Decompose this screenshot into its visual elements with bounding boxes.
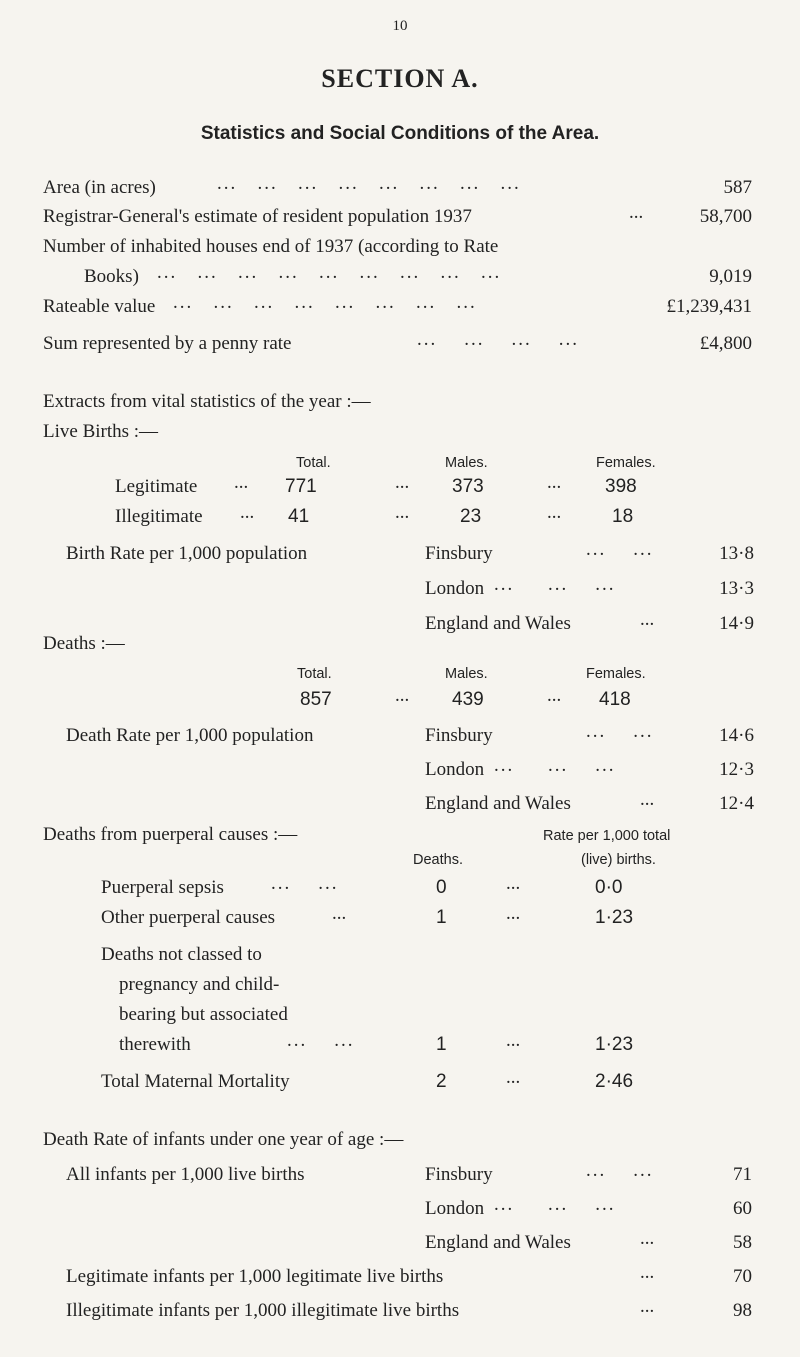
other-causes-deaths: 1 — [436, 907, 447, 928]
birth-rate-finsbury-label: Finsbury — [425, 543, 493, 564]
col-header-deaths: Deaths. — [413, 852, 463, 868]
page-number: 10 — [392, 18, 408, 34]
leader-dots: ... ... ... — [494, 1194, 616, 1215]
leader-dots: ... ... ... — [494, 574, 616, 595]
sepsis-deaths: 0 — [436, 877, 447, 898]
col-header-total: Total. — [297, 666, 332, 682]
penny-rate-value: £4,800 — [699, 333, 752, 354]
illegitimate-males: 23 — [460, 506, 482, 527]
col-header-rate-cont: (live) births. — [581, 852, 656, 868]
death-rate-label: Death Rate per 1,000 population — [66, 725, 314, 746]
legit-infants-value: 70 — [733, 1266, 752, 1287]
live-births-heading: Live Births :— — [43, 421, 159, 442]
leader-dots: ... ... — [287, 1030, 355, 1051]
leader-dots: ... — [506, 873, 521, 894]
houses-label: Number of inhabited houses end of 1937 (according to Rate — [43, 236, 499, 257]
sepsis-rate: 0·0 — [595, 877, 623, 898]
col-header-females: Females. — [596, 455, 656, 471]
population-label: Registrar-General's estimate of resident population 1937 — [43, 206, 472, 227]
leader-dots: ... — [395, 502, 410, 523]
population-value: 58,700 — [699, 206, 752, 227]
leader-dots: ... ... ... ... ... ... ... ... — [173, 292, 477, 313]
death-rate-ew-label: England and Wales — [425, 793, 571, 814]
birth-rate-ew-value: 14·9 — [719, 613, 754, 634]
leader-dots: ... — [640, 1228, 655, 1249]
houses-value: 9,019 — [709, 266, 752, 287]
infant-ew-label: England and Wales — [425, 1232, 571, 1253]
illegit-infants-value: 98 — [733, 1300, 752, 1321]
deaths-males: 439 — [452, 689, 484, 710]
leader-dots: ... — [395, 472, 410, 493]
col-header-females: Females. — [586, 666, 646, 682]
leader-dots: ... — [640, 609, 655, 630]
infant-london-label: London — [425, 1198, 485, 1219]
leader-dots: ... — [395, 685, 410, 706]
death-rate-ew-value: 12·4 — [719, 793, 754, 814]
not-classed-label-1: Deaths not classed to — [101, 944, 262, 965]
leader-dots: ... — [547, 685, 562, 706]
birth-rate-london-label: London — [425, 578, 485, 599]
total-maternal-rate: 2·46 — [595, 1071, 634, 1092]
col-header-total: Total. — [296, 455, 331, 471]
section-title: SECTION A. — [321, 64, 479, 93]
leader-dots: ... — [547, 502, 562, 523]
leader-dots: ... — [640, 789, 655, 810]
infant-finsbury-label: Finsbury — [425, 1164, 493, 1185]
col-header-males: Males. — [445, 455, 488, 471]
leader-dots: ... ... — [586, 1160, 654, 1181]
other-causes-label: Other puerperal causes — [101, 907, 276, 928]
other-causes-rate: 1·23 — [595, 907, 634, 928]
birth-rate-ew-label: England and Wales — [425, 613, 571, 634]
illegitimate-total: 41 — [288, 506, 310, 527]
death-rate-london-value: 12·3 — [719, 759, 754, 780]
infant-london-value: 60 — [733, 1198, 752, 1219]
area-label: Area (in acres) — [43, 177, 156, 198]
leader-dots: ... — [234, 472, 249, 493]
illegitimate-females: 18 — [612, 506, 634, 527]
leader-dots: ... — [506, 903, 521, 924]
leader-dots: ... — [240, 502, 255, 523]
legitimate-total: 771 — [285, 476, 317, 497]
death-rate-finsbury-label: Finsbury — [425, 725, 493, 746]
rateable-value: £1,239,431 — [666, 296, 752, 317]
leader-dots: ... ... ... ... ... ... ... ... ... — [157, 262, 502, 283]
infant-finsbury-value: 71 — [733, 1164, 752, 1185]
leader-dots: ... ... ... — [494, 755, 616, 776]
legitimate-males: 373 — [452, 476, 484, 497]
page-subtitle: Statistics and Social Conditions of the Area. — [200, 123, 600, 144]
extracts-heading: Extracts from vital statistics of the year :— — [43, 391, 371, 412]
not-classed-label-3: bearing but associated — [119, 1004, 288, 1025]
puerperal-heading: Deaths from puerperal causes :— — [43, 824, 298, 845]
illegit-infants-label: Illegitimate infants per 1,000 illegitimate live births — [66, 1300, 460, 1321]
leader-dots: ... — [332, 903, 347, 924]
illegitimate-label: Illegitimate — [115, 506, 203, 527]
leader-dots: ... ... — [271, 873, 339, 894]
legitimate-females: 398 — [605, 476, 637, 497]
deaths-females: 418 — [599, 689, 631, 710]
leader-dots: ... — [640, 1262, 655, 1283]
death-rate-finsbury-value: 14·6 — [719, 725, 754, 746]
rateable-label: Rateable value — [43, 296, 156, 317]
leader-dots: ... — [629, 202, 644, 223]
area-value: 587 — [723, 177, 752, 198]
birth-rate-label: Birth Rate per 1,000 population — [66, 543, 308, 564]
penny-rate-label: Sum represented by a penny rate — [43, 333, 292, 354]
birth-rate-finsbury-value: 13·8 — [719, 543, 754, 564]
leader-dots: ... ... — [586, 721, 654, 742]
leader-dots: ... — [506, 1030, 521, 1051]
legit-infants-label: Legitimate infants per 1,000 legitimate live births — [66, 1266, 444, 1287]
deaths-total: 857 — [300, 689, 332, 710]
leader-dots: ... — [547, 472, 562, 493]
deaths-heading: Deaths :— — [43, 633, 125, 654]
col-header-males: Males. — [445, 666, 488, 682]
leader-dots: ... ... ... ... — [417, 329, 579, 350]
leader-dots: ... ... — [586, 539, 654, 560]
all-infants-label: All infants per 1,000 live births — [66, 1164, 305, 1185]
infant-ew-value: 58 — [733, 1232, 752, 1253]
sepsis-label: Puerperal sepsis — [101, 877, 224, 898]
not-classed-label-4: therewith — [119, 1034, 191, 1055]
total-maternal-label: Total Maternal Mortality — [101, 1071, 290, 1092]
leader-dots: ... — [640, 1296, 655, 1317]
legitimate-label: Legitimate — [115, 476, 198, 497]
not-classed-label-2: pregnancy and child- — [119, 974, 280, 995]
death-rate-london-label: London — [425, 759, 485, 780]
leader-dots: ... — [506, 1067, 521, 1088]
leader-dots: ... ... ... ... ... ... ... ... — [217, 173, 521, 194]
infant-heading: Death Rate of infants under one year of age :— — [43, 1129, 404, 1150]
col-header-rate: Rate per 1,000 total — [543, 828, 671, 844]
houses-label-cont: Books) — [84, 266, 139, 287]
birth-rate-london-value: 13·3 — [719, 578, 754, 599]
not-classed-rate: 1·23 — [595, 1034, 634, 1055]
total-maternal-deaths: 2 — [436, 1071, 447, 1092]
not-classed-deaths: 1 — [436, 1034, 447, 1055]
